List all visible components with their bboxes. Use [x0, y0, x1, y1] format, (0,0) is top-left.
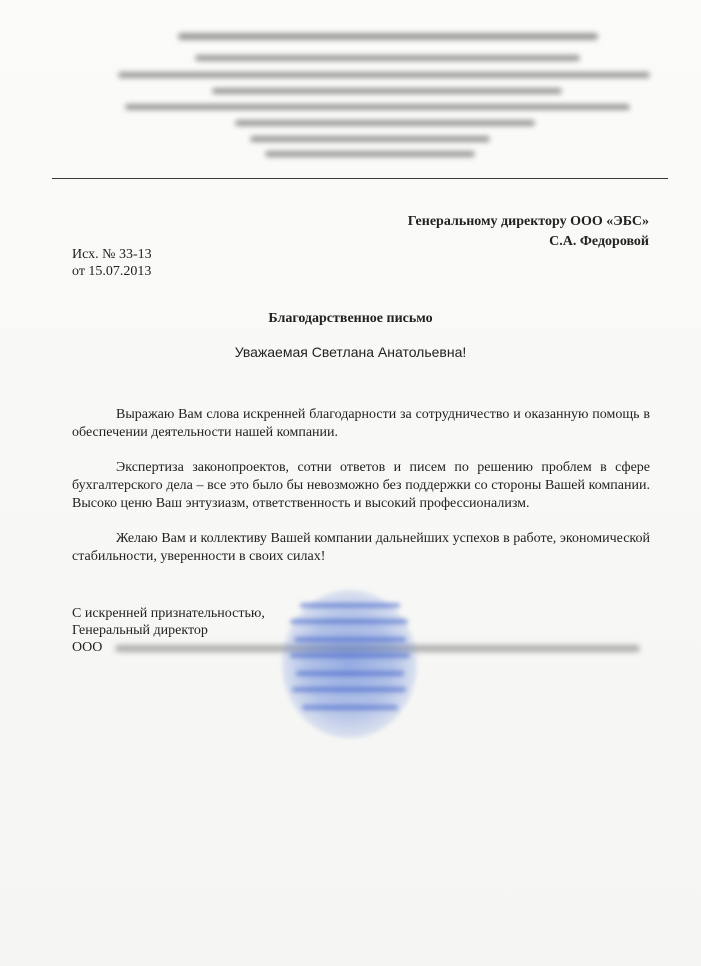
letterhead-blur-line — [265, 151, 475, 157]
letterhead-blur-line — [235, 120, 535, 126]
outgoing-reference — [72, 246, 152, 280]
paragraph: Желаю Вам и коллективу Вашей компании дальнейших успехов в работе, экономической стабильности, уверенности в своих силах! — [72, 531, 650, 564]
letterhead-blur-line — [178, 33, 598, 40]
recipient-name: С.А. Федоровой — [549, 234, 649, 249]
seal-stripe — [290, 653, 410, 658]
recipient-position: Генеральному директору ООО «ЭБС» — [407, 214, 649, 229]
signer-company: ООО — [72, 640, 103, 655]
seal-stripe — [302, 705, 398, 710]
letterhead-blur-line — [125, 104, 630, 110]
seal-stripe — [292, 687, 406, 692]
blurred-letterhead — [0, 0, 701, 170]
signer-position: Генеральный директор — [72, 623, 208, 638]
salutation: Уважаемая Светлана Анатольевна! — [234, 344, 467, 360]
letterhead-blur-line — [195, 55, 580, 61]
closing-phrase: С искренней признательностью, — [72, 606, 265, 621]
seal-stripe — [300, 603, 400, 608]
paragraph: Выражаю Вам слова искренней благодарности за сотрудничество и оказанную помощь в обеспечении деятельности нашей компании. — [72, 407, 650, 440]
document-title: Благодарственное письмо — [268, 311, 433, 326]
letterhead-divider — [52, 178, 668, 179]
letter-body — [72, 406, 650, 583]
letterhead-blur-line — [118, 72, 650, 78]
letterhead-blur-line — [250, 136, 490, 142]
seal-stripe — [294, 637, 406, 642]
blurred-signature — [290, 585, 410, 735]
outgoing-date: от 15.07.2013 — [72, 264, 152, 279]
paragraph: Экспертиза законопроектов, сотни ответов и писем по решению проблем в сфере бухгалтерского дела – все это было бы невозможно без поддержки со стороны Вашей компании. Высоко ценю Ваш энтузиазм, ответственность и высокий профессионализм. — [72, 460, 650, 511]
seal-stripe — [290, 619, 408, 624]
seal-stripe — [296, 671, 404, 676]
recipient-block — [408, 212, 649, 252]
letterhead-blur-line — [212, 88, 562, 94]
outgoing-number: Исх. № 33-13 — [72, 247, 152, 262]
